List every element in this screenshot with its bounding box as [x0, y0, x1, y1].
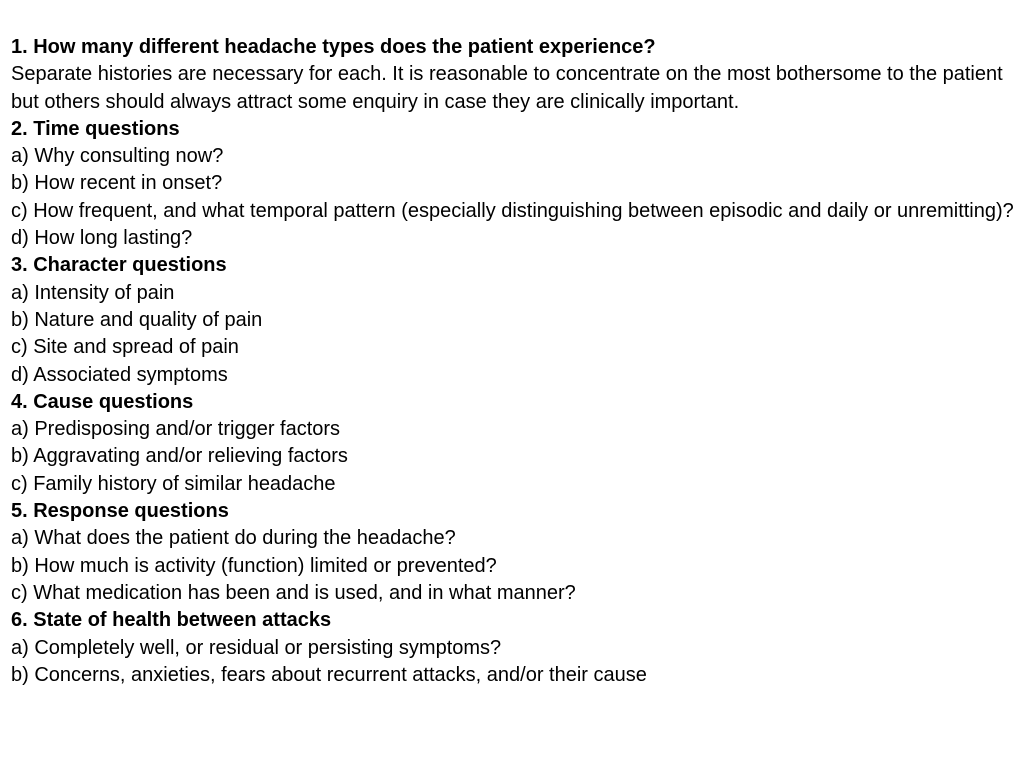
section-cause-questions: [11, 389, 1015, 498]
question-item: c) How frequent, and what temporal pattern (especially distinguishing between episodic and daily or unremitting)?: [11, 199, 1014, 222]
question-item: a) Why consulting now?: [11, 145, 224, 168]
question-item: c) Site and spread of pain: [11, 336, 239, 359]
question-item: a) Intensity of pain: [11, 281, 175, 304]
section-heading: 4. Cause questions: [11, 390, 194, 413]
section-headache-types: [11, 34, 1015, 116]
question-item: b) How much is activity (function) limited or prevented?: [11, 554, 497, 577]
document-body: [11, 34, 1015, 689]
section-heading: 2. Time questions: [11, 117, 180, 140]
section-time-questions: [11, 116, 1015, 252]
section-heading: 5. Response questions: [11, 500, 229, 523]
section-heading: 3. Character questions: [11, 254, 227, 277]
question-item: d) Associated symptoms: [11, 363, 228, 386]
section-heading: 1. How many different headache types does the patient experience?: [11, 36, 656, 58]
question-item: b) Aggravating and/or relieving factors: [11, 445, 348, 468]
question-item: a) What does the patient do during the headache?: [11, 527, 456, 550]
question-item: b) How recent in onset?: [11, 172, 223, 195]
section-character-questions: [11, 252, 1015, 388]
question-item: a) Completely well, or residual or persisting symptoms?: [11, 636, 502, 659]
section-text: Separate histories are necessary for each. It is reasonable to concentrate on the most bothersome to the patient but others should always attract some enquiry in case they are clinically important.: [11, 63, 1003, 113]
question-item: b) Nature and quality of pain: [11, 308, 263, 331]
question-item: c) Family history of similar headache: [11, 472, 336, 495]
question-item: d) How long lasting?: [11, 227, 193, 250]
question-item: b) Concerns, anxieties, fears about recurrent attacks, and/or their cause: [11, 663, 647, 686]
section-state-of-health: [11, 607, 1015, 689]
section-heading: 6. State of health between attacks: [11, 609, 332, 632]
section-response-questions: [11, 498, 1015, 607]
question-item: a) Predisposing and/or trigger factors: [11, 418, 341, 441]
question-item: c) What medication has been and is used, and in what manner?: [11, 581, 576, 604]
